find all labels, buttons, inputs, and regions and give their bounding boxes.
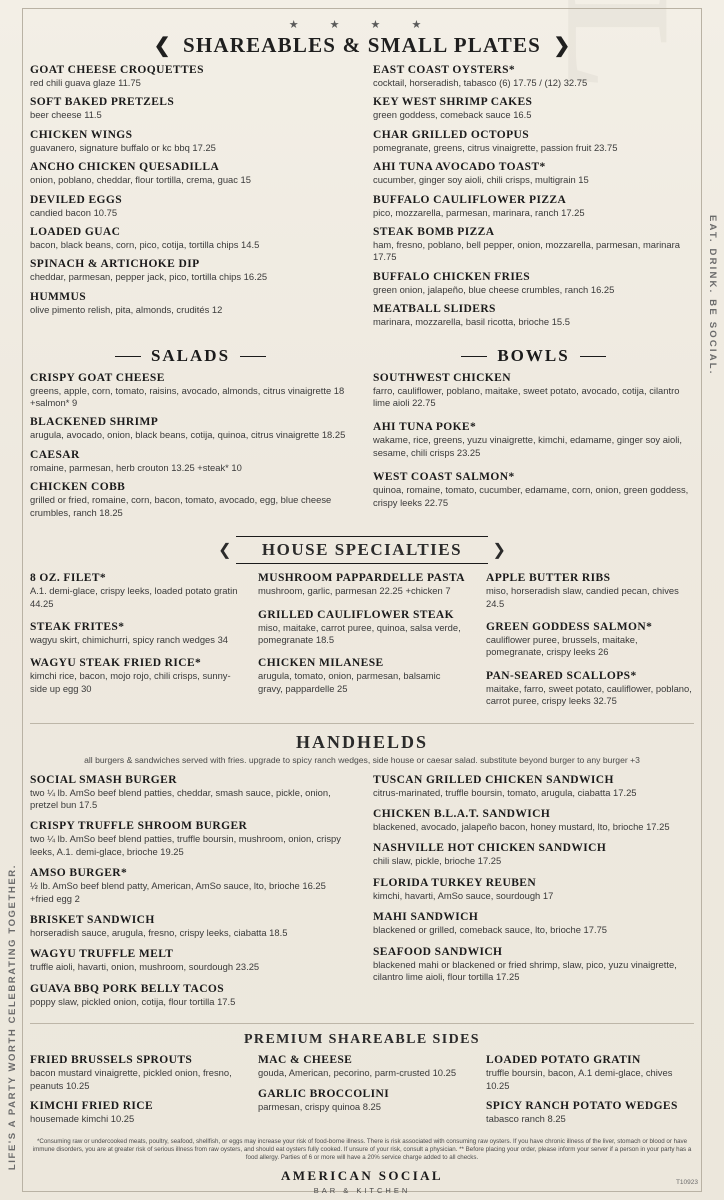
item-desc: quinoa, romaine, tomato, cucumber, edamame, corn, onion, green goddess, crispy leeks 22.75: [373, 484, 689, 508]
menu-item: [30, 948, 351, 973]
item-name: NASHVILLE HOT CHICKEN SANDWICH: [373, 842, 607, 855]
menu-item: [30, 416, 351, 441]
item-desc: romaine, parmesan, herb crouton 13.25 +steak* 10: [30, 461, 242, 473]
item-desc: ham, fresno, poblano, bell pepper, onion, mozzarella, parmesan, marinara 17.75: [373, 239, 680, 263]
item-name: FLORIDA TURKEY REUBEN: [373, 876, 537, 889]
item-desc: grilled or fried, romaine, corn, bacon, tomato, avocado, egg, blue cheese crumbles, ranch 18.25: [30, 494, 332, 518]
menu-item: [486, 572, 694, 610]
premium-sides-col-3: [486, 1054, 694, 1132]
handhelds-title: HANDHELDS: [295, 731, 429, 752]
divider: [30, 1023, 694, 1024]
side-tagline-right: EAT. DRINK. BE SOCIAL.: [707, 215, 718, 376]
item-name: SOCIAL SMASH BURGER: [30, 773, 177, 786]
premium-sides-columns: [30, 1054, 694, 1132]
salads-header: [30, 346, 351, 366]
menu-item: [373, 372, 694, 410]
item-desc: bacon mustard vinaigrette, pickled onion, fresno, peanuts 10.25: [30, 1067, 232, 1091]
menu-item: [258, 572, 466, 597]
item-name: CHICKEN B.L.A.T. SANDWICH: [373, 807, 551, 820]
item-desc: truffle boursin, bacon, A.1 demi-glace, chives 10.25: [486, 1067, 673, 1091]
menu-item: [258, 657, 466, 695]
shareables-left-column: [30, 64, 351, 336]
item-desc: green goddess, comeback sauce 16.5: [373, 109, 532, 121]
menu-item: [30, 194, 351, 219]
menu-item: [486, 621, 694, 659]
item-name: CHAR GRILLED OCTOPUS: [373, 128, 530, 141]
item-name: KEY WEST SHRIMP CAKES: [373, 96, 533, 109]
item-desc: maitake, farro, sweet potato, cauliflower, poblano, carrot puree, crispy leeks 32.75: [486, 682, 692, 707]
item-desc: poppy slaw, pickled onion, cotija, flour tortilla 17.5: [30, 995, 236, 1007]
menu-item: [30, 572, 238, 610]
item-name: CHICKEN MILANESE: [258, 657, 384, 670]
salads-section: [30, 336, 351, 526]
item-name: BRISKET SANDWICH: [30, 913, 155, 926]
item-name: GRILLED CAULIFLOWER STEAK: [258, 608, 454, 621]
bowls-section: [373, 336, 694, 526]
menu-item: [30, 226, 351, 251]
menu-item: [30, 64, 351, 89]
handhelds-left-column: [30, 774, 351, 1016]
menu-item: [373, 226, 694, 264]
house-specialties-columns: [30, 572, 694, 714]
menu-item: [30, 449, 351, 474]
item-name: GUAVA BBQ PORK BELLY TACOS: [30, 982, 225, 995]
side-tagline-left: LIFE'S A PARTY WORTH CELEBRATING TOGETHER.: [7, 863, 18, 1170]
item-name: CRISPY GOAT CHEESE: [30, 371, 165, 384]
item-name: ANCHO CHICKEN QUESADILLA: [30, 161, 220, 174]
item-name: MUSHROOM PAPPARDELLE PASTA: [258, 572, 465, 585]
item-name: GARLIC BROCCOLINI: [258, 1087, 390, 1100]
menu-item: [373, 421, 694, 459]
menu-item: [30, 1054, 238, 1092]
house-specialties-col-2: [258, 572, 466, 714]
menu-item: [30, 1100, 238, 1125]
item-name: CHICKEN WINGS: [30, 128, 133, 141]
item-desc: farro, cauliflower, poblano, maitake, sweet potato, avocado, cotija, cilantro lime aioli 22.75: [373, 384, 680, 409]
menu-item: [373, 96, 694, 121]
item-desc: cocktail, horseradish, tabasco (6) 17.75 / (12) 32.75: [373, 77, 588, 88]
salads-bowls-columns: [30, 336, 694, 526]
item-name: APPLE BUTTER RIBS: [486, 572, 611, 585]
item-desc: tabasco ranch 8.25: [486, 1113, 566, 1124]
salads-title: SALADS: [150, 345, 231, 365]
premium-sides-title: PREMIUM SHAREABLE SIDES: [243, 1032, 480, 1048]
item-desc: pomegranate, greens, citrus vinaigrette, passion fruit 23.75: [373, 141, 618, 153]
menu-item: [30, 481, 351, 519]
menu-item: [30, 621, 238, 646]
item-name: CRISPY TRUFFLE SHROOM BURGER: [30, 820, 248, 833]
item-desc: arugula, tomato, onion, parmesan, balsamic gravy, pappardelle 25: [258, 670, 441, 694]
chevron-left-icon: ❮: [218, 542, 232, 560]
handhelds-note: all burgers & sandwiches served with fries. upgrade to spicy ranch wedges, side house or caesar salad. substitute beyond burger to any burger +3: [84, 754, 640, 765]
item-desc: pico, mozzarella, parmesan, marinara, ranch 17.25: [373, 206, 585, 218]
item-desc: parmesan, crispy quinoa 8.25: [258, 1100, 381, 1112]
item-name: SOFT BAKED PRETZELS: [30, 96, 175, 109]
item-name: BUFFALO CHICKEN FRIES: [373, 270, 531, 283]
item-desc: blackened or grilled, comeback sauce, lto, brioche 17.75: [373, 924, 607, 936]
menu-item: [373, 194, 694, 219]
item-desc: wagyu skirt, chimichurri, spicy ranch wedges 34: [30, 633, 228, 645]
brand-name: AMERICAN SOCIAL: [280, 1168, 444, 1184]
shareables-title: SHAREABLES & SMALL PLATES: [182, 33, 542, 57]
menu-item: [30, 867, 351, 905]
item-desc: ½ lb. AmSo beef blend patty, American, AmSo sauce, lto, brioche 16.25 +fried egg 2: [30, 880, 326, 904]
premium-sides-col-2: [258, 1054, 466, 1132]
item-desc: cauliflower puree, brussels, maitake, pomegranate, crispy leeks 26: [486, 633, 638, 658]
menu-item: [486, 1100, 694, 1125]
divider: [30, 723, 694, 724]
item-desc: kimchi rice, bacon, mojo rojo, chili crisps, sunny-side up egg 30: [30, 670, 231, 694]
menu-item: [373, 161, 694, 186]
chevron-right-icon: ❯: [553, 35, 571, 57]
menu-item: [30, 96, 351, 121]
item-name: AHI TUNA AVOCADO TOAST*: [373, 161, 546, 174]
item-desc: bacon, black beans, corn, pico, cotija, tortilla chips 14.5: [30, 239, 260, 251]
menu-item: [258, 609, 466, 647]
item-name: PAN-SEARED SCALLOPS*: [486, 669, 637, 682]
premium-sides-col-1: [30, 1054, 238, 1132]
item-desc: red chili guava glaze 11.75: [30, 77, 141, 88]
menu-item: [30, 983, 351, 1008]
dash-right: [240, 356, 266, 357]
menu-item: [258, 1088, 466, 1113]
menu-item: [486, 670, 694, 708]
item-name: KIMCHI FRIED RICE: [30, 1100, 154, 1112]
item-name: WEST COAST SALMON*: [373, 471, 515, 484]
item-desc: arugula, avocado, onion, black beans, cotija, quinoa, citrus vinaigrette 18.25: [30, 429, 346, 441]
item-desc: two ¼ lb. AmSo beef blend patties, truffle boursin, mushroom, onion, crispy leeks, A.1. demi-glace, brioche 19.25: [30, 833, 341, 857]
bowls-header: [373, 346, 694, 366]
item-desc: miso, maitake, carrot puree, quinoa, salsa verde, pomegranate 18.5: [258, 621, 461, 645]
item-desc: A.1. demi-glace, crispy leeks, loaded potato gratin 44.25: [30, 585, 238, 609]
menu-item: [373, 842, 694, 867]
chevron-right-icon: ❯: [492, 542, 506, 560]
chevron-left-icon: ❮: [153, 35, 171, 57]
item-desc: candied bacon 10.75: [30, 206, 118, 218]
menu-item: [373, 271, 694, 296]
item-desc: olive pimento relish, pita, almonds, crudités 12: [30, 303, 223, 315]
item-name: WAGYU STEAK FRIED RICE*: [30, 657, 202, 670]
item-name: STEAK BOMB PIZZA: [373, 226, 495, 239]
item-desc: horseradish sauce, arugula, fresno, crispy leeks, ciabatta 18.5: [30, 926, 288, 938]
menu-item: [30, 657, 238, 695]
item-desc: truffle aioli, havarti, onion, mushroom, sourdough 23.25: [30, 961, 260, 973]
item-name: AHI TUNA POKE*: [373, 421, 477, 434]
menu-item: [373, 808, 694, 833]
item-desc: cheddar, parmesan, pepper jack, pico, tortilla chips 16.25: [30, 271, 268, 283]
item-name: SOUTHWEST CHICKEN: [373, 371, 511, 384]
item-desc: blackened mahi or blackened or fried shrimp, slaw, pico, yuzu vinaigrette, cilantro lime aioli, flour tortilla 17.25: [373, 958, 677, 982]
menu-item: [373, 946, 694, 984]
item-name: STEAK FRITES*: [30, 620, 125, 633]
menu-item: [30, 372, 351, 410]
item-name: CAESAR: [30, 448, 80, 461]
menu-item: [373, 911, 694, 936]
menu-item: [30, 258, 351, 283]
menu-item: [30, 820, 351, 858]
item-desc: kimchi, havarti, AmSo sauce, sourdough 17: [373, 889, 554, 901]
menu-content: [30, 14, 694, 1196]
menu-item: [30, 129, 351, 154]
item-name: SEAFOOD SANDWICH: [373, 945, 503, 958]
item-name: SPINACH & ARTICHOKE DIP: [30, 258, 200, 271]
menu-item: [30, 774, 351, 812]
item-desc: guavanero, signature buffalo or kc bbq 17.25: [30, 141, 216, 153]
item-name: MAHI SANDWICH: [373, 911, 479, 924]
menu-item: [373, 774, 694, 799]
item-desc: green onion, jalapeño, blue cheese crumbles, ranch 16.25: [373, 283, 615, 295]
item-name: BLACKENED SHRIMP: [30, 416, 159, 429]
shareables-right-column: [373, 64, 694, 336]
item-name: LOADED POTATO GRATIN: [486, 1054, 641, 1067]
item-name: AMSO BURGER*: [30, 867, 128, 880]
item-desc: marinara, mozzarella, basil ricotta, brioche 15.5: [373, 316, 570, 328]
item-name: SPICY RANCH POTATO WEDGES: [486, 1100, 678, 1112]
item-name: DEVILED EGGS: [30, 193, 123, 206]
stars-decoration: ★ ★ ★ ★: [288, 19, 436, 31]
item-name: EAST COAST OYSTERS*: [373, 64, 516, 76]
menu-item: [373, 303, 694, 328]
menu-item: [30, 914, 351, 939]
dash-right: [580, 356, 606, 357]
item-desc: gouda, American, pecorino, parm-crusted 10.25: [258, 1067, 457, 1079]
house-specialties-title: HOUSE SPECIALTIES: [236, 536, 488, 564]
handhelds-columns: [30, 774, 694, 1016]
item-desc: blackened, avocado, jalapeño bacon, honey mustard, lto, brioche 17.25: [373, 820, 670, 832]
menu-item: [30, 161, 351, 186]
item-desc: greens, apple, corn, tomato, raisins, avocado, almonds, citrus vinaigrette 18 +salmon* 9: [30, 384, 345, 409]
item-desc: beer cheese 11.5: [30, 109, 102, 121]
menu-item: [258, 1054, 466, 1079]
item-desc: two ¼ lb. AmSo beef blend patties, cheddar, smash sauce, pickle, onion, pretzel bun 17.5: [30, 786, 331, 810]
menu-item: [373, 64, 694, 89]
menu-code: T10923: [675, 1179, 698, 1186]
item-name: WAGYU TRUFFLE MELT: [30, 948, 174, 961]
menu-item: [486, 1054, 694, 1092]
menu-item: [373, 129, 694, 154]
legal-disclaimer: *Consuming raw or undercooked meats, poultry, seafood, shellfish, or eggs may increase your risk of food-borne illness. There is risk associated with consuming raw oysters. If you have chronic illness of the liver, stomach or blood or have immune disorders, you are at greater risk of serious illness from raw oysters, and should eat oysters fully cooked. If unsure of your risk, consult a physician. ** Before placing your order, please inform your server if a person in your party has a food allergy. Parties of 6 or more will have a 20% service charge added to all checks.: [32, 1138, 692, 1162]
item-name: MAC & CHEESE: [258, 1054, 353, 1067]
item-desc: housemade kimchi 10.25: [30, 1113, 135, 1124]
item-desc: wakame, rice, greens, yuzu vinaigrette, kimchi, edamame, ginger soy aioli, sesame, chili crisps 23.25: [373, 434, 682, 458]
item-desc: citrus-marinated, truffle boursin, tomato, arugula, ciabatta 17.25: [373, 786, 637, 798]
item-desc: miso, horseradish slaw, candied pecan, chives 24.5: [486, 585, 679, 609]
item-name: LOADED GUAC: [30, 226, 121, 239]
item-name: GREEN GODDESS SALMON*: [486, 620, 653, 633]
house-specialties-col-3: [486, 572, 694, 714]
item-name: MEATBALL SLIDERS: [373, 303, 496, 316]
item-name: FRIED BRUSSELS SPROUTS: [30, 1054, 193, 1067]
menu-item: [30, 291, 351, 316]
item-name: HUMMUS: [30, 290, 87, 303]
dash-left: [115, 356, 141, 357]
brand-block: [30, 1168, 694, 1195]
item-name: BUFFALO CAULIFLOWER PIZZA: [373, 193, 567, 206]
menu-item: [373, 471, 694, 509]
item-name: CHICKEN COBB: [30, 481, 126, 494]
item-desc: onion, poblano, cheddar, flour tortilla, crema, guac 15: [30, 174, 251, 186]
item-desc: mushroom, garlic, parmesan 22.25 +chicken 7: [258, 585, 451, 597]
item-name: GOAT CHEESE CROQUETTES: [30, 64, 204, 76]
house-specialties-header: [30, 536, 694, 564]
item-desc: chili slaw, pickle, brioche 17.25: [373, 855, 502, 867]
item-name: TUSCAN GRILLED CHICKEN SANDWICH: [373, 773, 614, 786]
shareables-columns: [30, 64, 694, 336]
menu-item: [373, 877, 694, 902]
handhelds-right-column: [373, 774, 694, 1016]
bowls-title: BOWLS: [497, 345, 570, 365]
dash-left: [461, 356, 487, 357]
shareables-header: [30, 33, 694, 58]
item-name: 8 OZ. FILET*: [30, 572, 107, 585]
house-specialties-col-1: [30, 572, 238, 714]
item-desc: cucumber, ginger soy aioli, chili crisps, multigrain 15: [373, 174, 589, 186]
brand-subtitle: BAR & KITCHEN: [313, 1186, 411, 1196]
